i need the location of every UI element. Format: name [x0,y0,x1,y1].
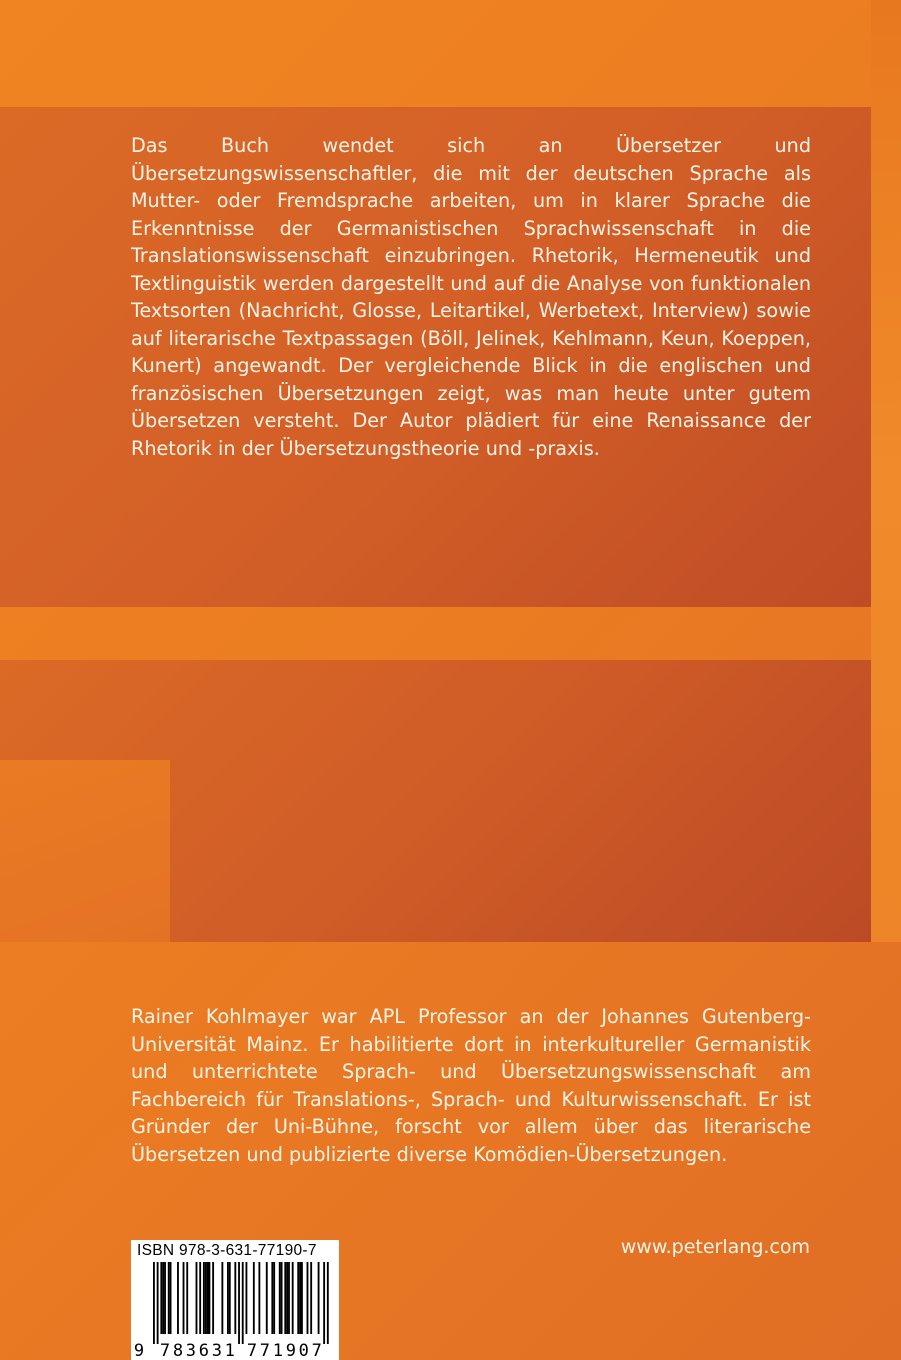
barcode-bar [164,1262,166,1334]
barcode-digit: 9 [285,1341,296,1360]
barcode-bar [273,1262,275,1334]
barcode-bar [258,1262,260,1334]
barcode-bar [307,1262,309,1334]
barcode-bar [168,1262,170,1334]
barcode-bar [299,1262,301,1334]
barcode-digit: 3 [185,1341,197,1360]
barcode-bar [279,1262,281,1334]
barcode-bar [157,1262,159,1344]
barcode-bar [205,1262,207,1334]
barcode-bar [212,1262,214,1334]
publisher-website[interactable]: www.peterlang.com [620,1236,810,1258]
right-edge-strip [871,0,901,942]
barcode-bar [227,1262,229,1334]
barcode-bar [160,1262,162,1334]
barcode-bar [286,1262,288,1334]
barcode-bar [310,1262,312,1334]
author-bio: Rainer Kohlmayer war APL Professor an der Johannes Gutenberg-Universität Mainz. Er habilitierte dort in interkultureller Germanistik und unterrichtete Sprach- und Übersetzungswissenschaft am Fachbereich für Translations-, Sprach- und Kulturwissenschaft. Er ist Gründer der Uni-Bühne, forscht vor allem über das literarische Übersetzen und publizierte diverse Komödien-Übersetzungen. [131,1005,811,1166]
barcode-bar [271,1262,273,1334]
barcode-bar [209,1262,211,1334]
barcode-digit: 6 [198,1341,209,1360]
book-description: Das Buch wendet sich an Übersetzer und Übersetzungswissenschaftler, die mit der deutschen Sprache als Mutter- oder Fremdsprache arbeiten, um in klarer Sprache die Erkenntnisse der Germanistischen Sprachwissenschaft in die Translationswissenschaft einzubringen. Rhetorik, Hermeneutik und Textlinguistik werden dargestellt und auf die Analyse von funktionalen Textsorten (Nachricht, Glosse, Leitartikel, Werbetext, Interview) sowie auf literarische Textpassagen (Böll, Jelinek, Kehlmann, Keun, Koeppen, Kunert) angewandt. Der vergleichende Blick in die englischen und französischen Übersetzungen zeigt, was man heute unter gutem Übersetzen versteht. Der Autor plädiert für eine Renaissance der Rhetorik in der Übersetzungstheorie und -praxis. [131,134,811,460]
barcode-digit: 1 [272,1341,283,1360]
barcode-digit: 7 [159,1341,171,1360]
barcode-bar [253,1262,255,1334]
barcode-digit: 8 [172,1341,184,1360]
barcode-bar [162,1262,164,1334]
barcode-bar [318,1262,320,1334]
barcode-bar [221,1262,223,1334]
isbn-label: ISBN 978-3-631-77190-7 [137,1242,317,1259]
barcode-digit: 7 [311,1341,322,1360]
barcode-bar [238,1262,240,1344]
barcode-bar [170,1262,172,1334]
barcode-bar [199,1262,201,1334]
barcode-bar [203,1262,205,1334]
barcode-digit: 1 [224,1341,235,1360]
barcode-digit: 3 [211,1341,222,1360]
barcode [131,1240,339,1360]
barcode-bars [131,1262,339,1360]
barcode-bar [301,1262,303,1334]
barcode-bar [297,1262,299,1334]
barcode-bar [292,1262,294,1334]
barcode-bar [153,1262,155,1344]
barcode-bar [229,1262,231,1334]
barcode-digit: 7 [246,1341,258,1360]
barcode-bar [207,1262,209,1334]
barcode-bar [288,1262,290,1334]
barcode-bar [177,1262,179,1334]
barcode-bar [281,1262,283,1334]
accent-block [0,760,170,942]
barcode-bar [266,1262,268,1334]
barcode-digit: 9 [133,1341,145,1360]
barcode-bar [323,1262,325,1344]
barcode-bar [284,1262,286,1334]
barcode-bar [186,1262,188,1334]
barcode-digit: 0 [298,1341,309,1360]
barcode-bar [234,1262,236,1334]
barcode-bar [183,1262,185,1334]
barcode-bar [196,1262,198,1334]
barcode-bar [327,1262,329,1344]
barcode-bar [242,1262,244,1344]
barcode-digit: 7 [259,1341,271,1360]
barcode-bar [246,1262,248,1334]
